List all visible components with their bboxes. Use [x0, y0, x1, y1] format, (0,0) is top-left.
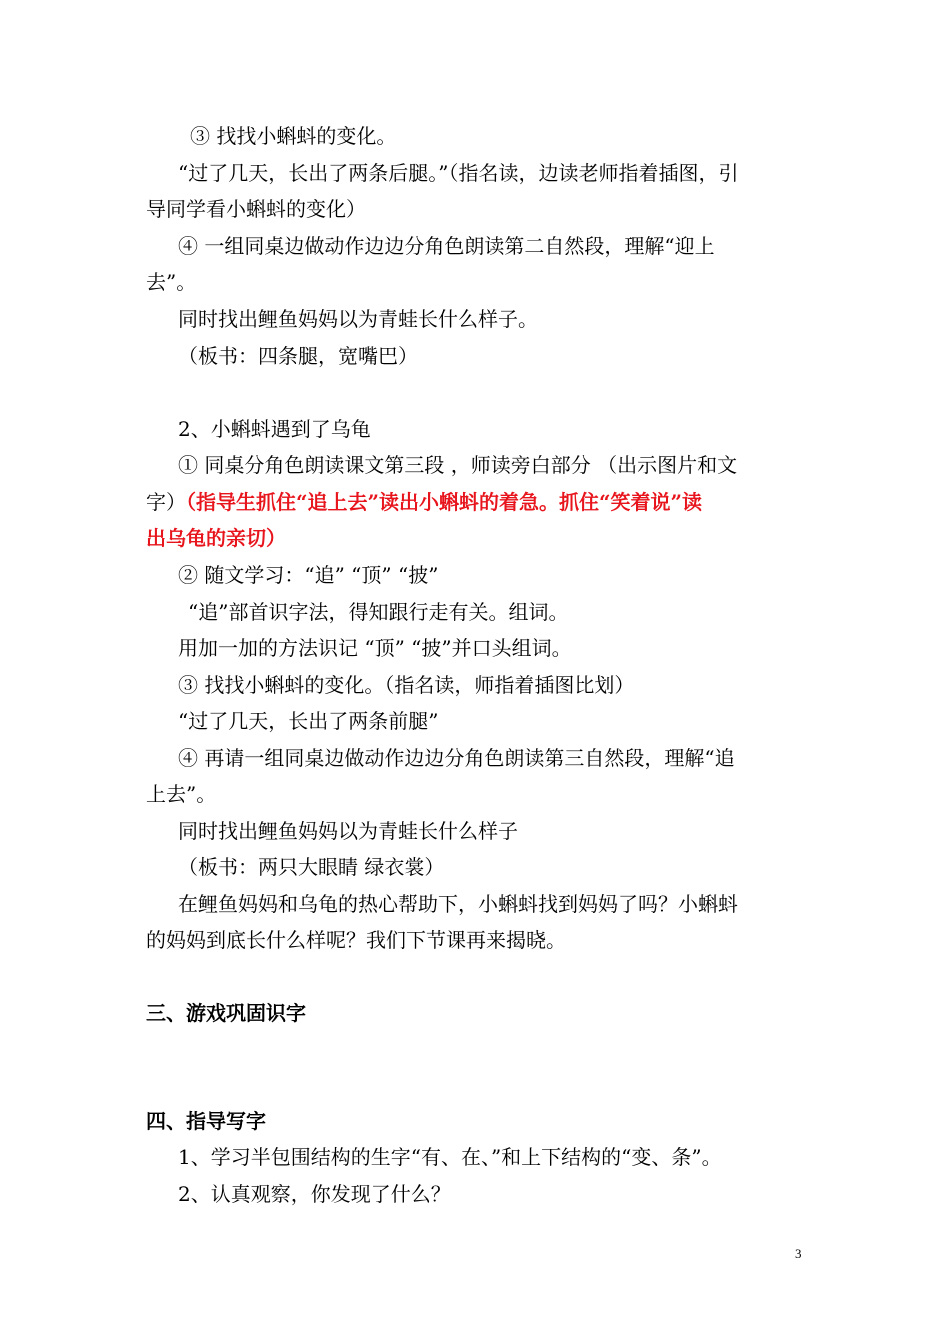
text-line: ③ 找找小蝌蚪的变化。（指名读，师指着插图比划） [178, 673, 635, 697]
text-line-mixed [146, 484, 950, 520]
text-line: “过了几天，长出了两条后腿。”（指名读，边读老师指着插图，引 [178, 161, 739, 185]
text-line: 去”。 [146, 270, 197, 294]
text-line: “追”部首识字法，得知跟行走有关。组词。 [188, 600, 569, 624]
text-line: ② 随文学习：“追” “顶” “披” [178, 563, 439, 587]
text-line: 用加一加的方法识记 “顶” “披”并口头组词。 [178, 636, 572, 660]
text-span: 字） [146, 490, 186, 514]
section-heading: 四、指导写字 [146, 1109, 266, 1133]
teaching-note-highlight: 出乌龟的亲切） [146, 526, 286, 550]
text-line: “过了几天，长出了两条前腿” [178, 709, 439, 733]
text-line: 导同学看小蝌蚪的变化） [146, 197, 366, 221]
page-number: 3 [795, 1246, 802, 1261]
text-line: 上去”。 [146, 782, 217, 806]
text-line: 的妈妈到底长什么样呢？我们下节课再来揭晓。 [146, 928, 566, 952]
text-line: ① 同桌分角色朗读课文第三段 ，师读旁白部分 （出示图片和文 [178, 453, 738, 477]
text-line: 在鲤鱼妈妈和乌龟的热心帮助下，小蝌蚪找到妈妈了吗？小蝌蚪 [178, 892, 738, 916]
text-line: ④ 一组同桌边做动作边边分角色朗读第二自然段，理解“迎上 [178, 234, 715, 258]
section-heading: 三、游戏巩固识字 [146, 1001, 306, 1025]
teaching-note-highlight: （指导生抓住“追上去”读出小蝌蚪的着急。抓住“笑着说”读 [186, 490, 703, 514]
text-line: ③ 找找小蝌蚪的变化。 [190, 124, 397, 148]
section-subheading: 2、小蝌蚪遇到了乌龟 [178, 417, 371, 441]
text-line: 同时找出鲤鱼妈妈以为青蛙长什么样子。 [178, 307, 538, 331]
text-line: 同时找出鲤鱼妈妈以为青蛙长什么样子 [178, 819, 518, 843]
text-line: 2、认真观察，你发现了什么？ [178, 1182, 451, 1206]
text-line: 1、学习半包围结构的生字“有、在、”和上下结构的“变、条”。 [178, 1145, 722, 1169]
text-line: （板书：四条腿，宽嘴巴） [178, 344, 418, 368]
text-line: ④ 再请一组同桌边做动作边边分角色朗读第三自然段，理解“追 [178, 746, 735, 770]
text-line: （板书：两只大眼睛 绿衣裳） [178, 855, 445, 879]
